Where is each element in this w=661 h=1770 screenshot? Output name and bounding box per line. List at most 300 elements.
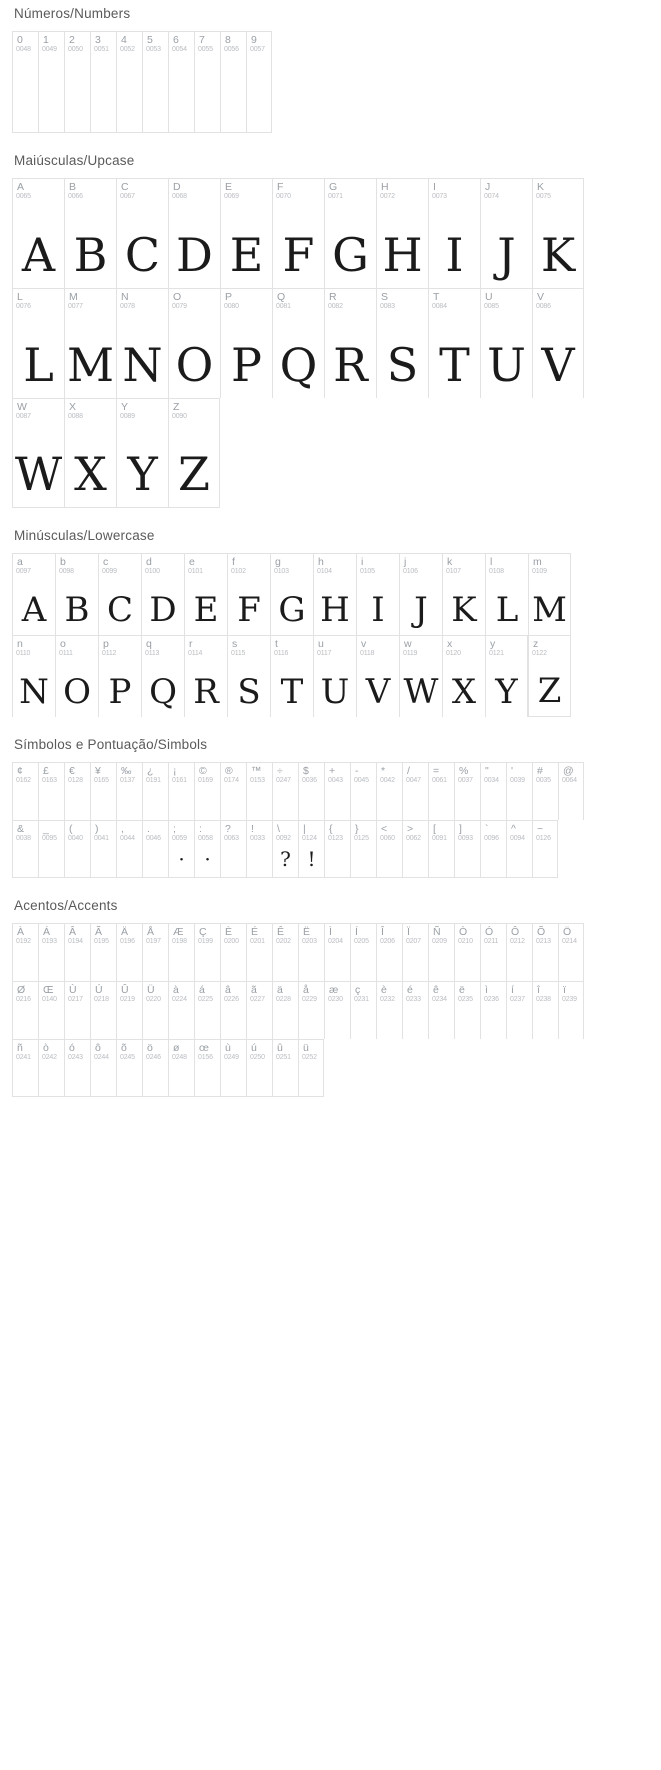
glyph-cell[interactable] xyxy=(168,1039,194,1097)
glyph-render: N xyxy=(19,672,49,712)
glyph-cell[interactable] xyxy=(12,981,38,1039)
glyph-cell[interactable] xyxy=(442,635,485,717)
glyph-char-label: ~ xyxy=(537,823,544,835)
glyph-cell[interactable] xyxy=(116,762,142,820)
glyph-cell[interactable] xyxy=(272,288,324,398)
glyph-cell[interactable] xyxy=(506,923,532,981)
glyph-code-label: 0048 xyxy=(16,46,31,53)
glyph-cell[interactable] xyxy=(402,981,428,1039)
glyph-cell[interactable] xyxy=(142,762,168,820)
glyph-cell[interactable] xyxy=(480,981,506,1039)
glyph-char-label: â xyxy=(225,984,231,996)
glyph-cell[interactable] xyxy=(64,31,90,133)
glyph-cell[interactable] xyxy=(402,820,428,878)
glyph-char-label: ? xyxy=(225,823,231,835)
glyph-code-label: 0244 xyxy=(94,1054,109,1061)
glyph-cell[interactable] xyxy=(485,553,528,635)
glyph-char-label: 8 xyxy=(225,34,231,46)
glyph-char-label: Ô xyxy=(511,926,520,938)
glyph-char-label: Q xyxy=(277,291,286,303)
glyph-cell[interactable] xyxy=(399,553,442,635)
glyph-char-label: + xyxy=(329,765,336,777)
glyph-cell[interactable] xyxy=(220,288,272,398)
glyph-cell[interactable] xyxy=(142,31,168,133)
glyph-char-label: ö xyxy=(147,1042,153,1054)
glyph-cell[interactable] xyxy=(558,981,584,1039)
glyph-cell[interactable] xyxy=(246,1039,272,1097)
glyph-cell[interactable] xyxy=(454,820,480,878)
glyph-cell[interactable] xyxy=(116,398,168,508)
glyph-cell[interactable] xyxy=(184,635,227,717)
glyph-code-label: 0125 xyxy=(354,835,369,842)
glyph-cell[interactable] xyxy=(194,762,220,820)
glyph-grid xyxy=(12,762,649,878)
glyph-cell[interactable] xyxy=(141,635,184,717)
glyph-cell[interactable] xyxy=(270,553,313,635)
glyph-code-label: 0198 xyxy=(172,938,187,945)
glyph-char-label: P xyxy=(225,291,233,303)
glyph-cell[interactable] xyxy=(506,762,532,820)
glyph-code-label: 0057 xyxy=(250,46,265,53)
glyph-code-label: 0120 xyxy=(446,650,461,657)
glyph-char-label: % xyxy=(459,765,469,777)
glyph-cell[interactable] xyxy=(142,1039,168,1097)
glyph-cell[interactable] xyxy=(12,923,38,981)
glyph-char-label: i xyxy=(361,556,364,568)
glyph-cell[interactable] xyxy=(64,288,116,398)
glyph-cell[interactable] xyxy=(220,178,272,288)
glyph-cell[interactable] xyxy=(116,820,142,878)
glyph-code-label: 0086 xyxy=(536,303,551,310)
glyph-cell[interactable] xyxy=(246,820,272,878)
glyph-code-label: 0103 xyxy=(274,568,289,575)
glyph-render: G xyxy=(332,228,369,282)
glyph-cell[interactable] xyxy=(12,820,38,878)
glyph-code-label: 0075 xyxy=(536,193,551,200)
glyph-code-label: 0137 xyxy=(120,777,135,784)
glyph-cell[interactable] xyxy=(64,762,90,820)
glyph-code-label: 0228 xyxy=(276,996,291,1003)
glyph-cell[interactable] xyxy=(480,923,506,981)
glyph-row xyxy=(12,31,272,133)
glyph-code-label: 0209 xyxy=(432,938,447,945)
glyph-cell[interactable] xyxy=(90,820,116,878)
glyph-char-label: æ xyxy=(329,984,339,996)
glyph-cell[interactable] xyxy=(298,762,324,820)
glyph-char-label: U xyxy=(485,291,493,303)
glyph-code-label: 0194 xyxy=(68,938,83,945)
glyph-cell[interactable] xyxy=(350,820,376,878)
glyph-cell[interactable] xyxy=(12,1039,38,1097)
glyph-cell[interactable] xyxy=(402,923,428,981)
glyph-cell[interactable] xyxy=(313,553,356,635)
glyph-cell[interactable] xyxy=(90,923,116,981)
glyph-char-label: B xyxy=(69,181,77,193)
glyph-code-label: 0090 xyxy=(172,413,187,420)
glyph-code-label: 0123 xyxy=(328,835,343,842)
glyph-code-label: 0216 xyxy=(16,996,31,1003)
glyph-cell[interactable] xyxy=(64,1039,90,1097)
glyph-cell[interactable] xyxy=(506,981,532,1039)
glyph-cell[interactable] xyxy=(272,981,298,1039)
section-title: Símbolos e Pontuação/Simbols xyxy=(14,737,208,752)
glyph-code-label: 0108 xyxy=(489,568,504,575)
glyph-cell[interactable] xyxy=(532,762,558,820)
glyph-code-label: 0236 xyxy=(484,996,499,1003)
glyph-cell[interactable] xyxy=(480,820,506,878)
glyph-code-label: 0054 xyxy=(172,46,187,53)
glyph-code-label: 0060 xyxy=(380,835,395,842)
glyph-cell[interactable] xyxy=(246,981,272,1039)
glyph-char-label: b xyxy=(60,556,66,568)
glyph-cell[interactable] xyxy=(194,1039,220,1097)
glyph-cell[interactable] xyxy=(90,1039,116,1097)
glyph-char-label: Ç xyxy=(199,926,207,938)
glyph-render: O xyxy=(175,338,214,392)
glyph-code-label: 0162 xyxy=(16,777,31,784)
glyph-cell[interactable] xyxy=(116,981,142,1039)
glyph-cell[interactable] xyxy=(532,288,584,398)
glyph-cell[interactable] xyxy=(246,923,272,981)
glyph-char-label: } xyxy=(355,823,359,835)
glyph-cell[interactable] xyxy=(532,981,558,1039)
glyph-render: A xyxy=(21,590,47,630)
glyph-code-label: 0045 xyxy=(354,777,369,784)
glyph-code-label: 0169 xyxy=(198,777,213,784)
glyph-char-label: N xyxy=(121,291,129,303)
glyph-char-label: Å xyxy=(147,926,155,938)
glyph-cell[interactable] xyxy=(324,762,350,820)
glyph-code-label: 0229 xyxy=(302,996,317,1003)
glyph-cell[interactable] xyxy=(194,923,220,981)
glyph-cell[interactable] xyxy=(64,178,116,288)
glyph-cell[interactable] xyxy=(532,178,584,288)
glyph-char-label: f xyxy=(232,556,235,568)
glyph-cell[interactable] xyxy=(38,31,64,133)
glyph-cell[interactable] xyxy=(313,635,356,717)
glyph-char-label: M xyxy=(69,291,78,303)
glyph-cell[interactable] xyxy=(532,820,558,878)
glyph-code-label: 0077 xyxy=(68,303,83,310)
glyph-code-label: 0083 xyxy=(380,303,395,310)
glyph-cell[interactable] xyxy=(90,762,116,820)
glyph-cell[interactable] xyxy=(350,923,376,981)
glyph-code-label: 0203 xyxy=(302,938,317,945)
glyph-cell[interactable] xyxy=(116,1039,142,1097)
glyph-cell[interactable] xyxy=(184,553,227,635)
glyph-code-label: 0049 xyxy=(42,46,57,53)
glyph-code-label: 0207 xyxy=(406,938,421,945)
glyph-cell[interactable] xyxy=(220,31,246,133)
glyph-cell[interactable] xyxy=(168,762,194,820)
glyph-grid xyxy=(12,923,649,1097)
glyph-cell[interactable] xyxy=(12,288,64,398)
glyph-code-label: 0110 xyxy=(16,650,31,657)
glyph-cell[interactable] xyxy=(90,31,116,133)
glyph-cell[interactable] xyxy=(168,398,220,508)
section-title: Maiúsculas/Upcase xyxy=(14,153,135,168)
glyph-cell[interactable] xyxy=(38,981,64,1039)
glyph-cell[interactable] xyxy=(38,762,64,820)
glyph-row xyxy=(12,178,584,288)
glyph-cell[interactable] xyxy=(12,762,38,820)
glyph-render: P xyxy=(231,338,262,392)
glyph-char-label: ™ xyxy=(251,765,262,777)
glyph-char-label: 9 xyxy=(251,34,257,46)
glyph-cell[interactable] xyxy=(528,553,571,635)
glyph-cell[interactable] xyxy=(38,923,64,981)
glyph-cell[interactable] xyxy=(246,31,272,133)
glyph-cell[interactable] xyxy=(558,762,584,820)
glyph-cell[interactable] xyxy=(168,31,194,133)
glyph-char-label: ¢ xyxy=(17,765,23,777)
glyph-code-label: 0174 xyxy=(224,777,239,784)
glyph-cell[interactable] xyxy=(116,178,168,288)
glyph-char-label: j xyxy=(404,556,407,568)
glyph-code-label: 0041 xyxy=(94,835,109,842)
glyph-cell[interactable] xyxy=(246,762,272,820)
glyph-cell[interactable] xyxy=(64,923,90,981)
glyph-cell[interactable] xyxy=(480,762,506,820)
sections-root xyxy=(12,0,649,1097)
glyph-render: P xyxy=(108,672,132,712)
glyph-render: F xyxy=(237,590,261,630)
glyph-code-label: 0088 xyxy=(68,413,83,420)
glyph-char-label: _ xyxy=(43,823,49,835)
glyph-char-label: Õ xyxy=(537,926,546,938)
glyph-code-label: 0201 xyxy=(250,938,265,945)
glyph-cell[interactable] xyxy=(376,762,402,820)
glyph-code-label: 0068 xyxy=(172,193,187,200)
glyph-code-label: 0195 xyxy=(94,938,109,945)
glyph-cell[interactable] xyxy=(480,178,532,288)
glyph-code-label: 0058 xyxy=(198,835,213,842)
glyph-cell[interactable] xyxy=(168,288,220,398)
glyph-cell[interactable] xyxy=(220,923,246,981)
glyph-char-label: a xyxy=(17,556,23,568)
glyph-render: M xyxy=(66,338,115,392)
glyph-cell[interactable] xyxy=(298,981,324,1039)
glyph-cell[interactable] xyxy=(324,288,376,398)
glyph-cell[interactable] xyxy=(324,820,350,878)
glyph-code-label: 0062 xyxy=(406,835,421,842)
glyph-char-label: , xyxy=(121,823,124,835)
glyph-code-label: 0072 xyxy=(380,193,395,200)
glyph-char-label: Ò xyxy=(459,926,468,938)
glyph-code-label: 0055 xyxy=(198,46,213,53)
glyph-char-label: 4 xyxy=(121,34,127,46)
glyph-render: B xyxy=(64,590,90,630)
glyph-cell[interactable] xyxy=(141,553,184,635)
glyph-code-label: 0239 xyxy=(562,996,577,1003)
glyph-char-label: e xyxy=(189,556,195,568)
glyph-char-label: Î xyxy=(381,926,384,938)
glyph-cell[interactable] xyxy=(272,762,298,820)
glyph-char-label: ! xyxy=(251,823,254,835)
glyph-cell[interactable] xyxy=(194,820,220,878)
glyph-char-label: Â xyxy=(69,926,77,938)
glyph-cell[interactable] xyxy=(272,178,324,288)
glyph-cell[interactable] xyxy=(428,288,480,398)
glyph-char-label: € xyxy=(69,765,75,777)
glyph-cell[interactable] xyxy=(454,923,480,981)
glyph-cell[interactable] xyxy=(485,635,528,717)
glyph-char-label: \ xyxy=(277,823,280,835)
glyph-cell[interactable] xyxy=(38,1039,64,1097)
glyph-cell[interactable] xyxy=(116,288,168,398)
glyph-cell[interactable] xyxy=(298,820,324,878)
glyph-char-label: ã xyxy=(251,984,257,996)
glyph-cell[interactable] xyxy=(376,288,428,398)
glyph-cell[interactable] xyxy=(116,31,142,133)
glyph-char-label: Ó xyxy=(485,926,494,938)
glyph-char-label: = xyxy=(433,765,440,777)
glyph-cell[interactable] xyxy=(55,553,98,635)
glyph-cell[interactable] xyxy=(356,553,399,635)
glyph-char-label: È xyxy=(225,926,233,938)
glyph-render: O xyxy=(63,672,91,712)
glyph-cell[interactable] xyxy=(324,923,350,981)
glyph-cell[interactable] xyxy=(116,923,142,981)
glyph-cell[interactable] xyxy=(64,981,90,1039)
glyph-cell[interactable] xyxy=(298,1039,324,1097)
glyph-cell[interactable] xyxy=(227,553,270,635)
glyph-cell[interactable] xyxy=(324,178,376,288)
glyph-cell[interactable] xyxy=(142,981,168,1039)
glyph-cell[interactable] xyxy=(428,981,454,1039)
glyph-code-label: 0104 xyxy=(317,568,332,575)
glyph-char-label: ] xyxy=(459,823,462,835)
glyph-cell[interactable] xyxy=(194,981,220,1039)
glyph-cell[interactable] xyxy=(98,553,141,635)
glyph-char-label: l xyxy=(490,556,493,568)
glyph-cell[interactable] xyxy=(399,635,442,717)
glyph-cell[interactable] xyxy=(428,820,454,878)
glyph-cell[interactable] xyxy=(12,178,64,288)
glyph-cell[interactable] xyxy=(168,178,220,288)
glyph-code-label: 0121 xyxy=(489,650,504,657)
glyph-cell[interactable] xyxy=(272,1039,298,1097)
glyph-code-label: 0224 xyxy=(172,996,187,1003)
glyph-render: L xyxy=(495,590,519,630)
glyph-cell[interactable] xyxy=(350,981,376,1039)
glyph-cell[interactable] xyxy=(402,762,428,820)
glyph-cell[interactable] xyxy=(220,762,246,820)
glyph-cell[interactable] xyxy=(376,178,428,288)
glyph-char-label: õ xyxy=(121,1042,127,1054)
glyph-cell[interactable] xyxy=(454,762,480,820)
glyph-cell[interactable] xyxy=(376,820,402,878)
glyph-char-label: É xyxy=(251,926,259,938)
glyph-code-label: 0114 xyxy=(188,650,203,657)
glyph-cell[interactable] xyxy=(64,820,90,878)
glyph-char-label: ( xyxy=(69,823,73,835)
glyph-row xyxy=(12,923,584,981)
glyph-cell[interactable] xyxy=(428,762,454,820)
glyph-cell[interactable] xyxy=(90,981,116,1039)
glyph-cell[interactable] xyxy=(454,981,480,1039)
glyph-code-label: 0087 xyxy=(16,413,31,420)
glyph-char-label: Ã xyxy=(95,926,103,938)
glyph-code-label: 0063 xyxy=(224,835,239,842)
glyph-cell[interactable] xyxy=(227,635,270,717)
glyph-render: E xyxy=(229,228,264,282)
glyph-code-label: 0197 xyxy=(146,938,161,945)
glyph-cell[interactable] xyxy=(356,635,399,717)
glyph-cell[interactable] xyxy=(376,923,402,981)
glyph-render: V xyxy=(365,672,391,712)
glyph-cell[interactable] xyxy=(376,981,402,1039)
glyph-code-label: 0071 xyxy=(328,193,343,200)
glyph-code-label: 0080 xyxy=(224,303,239,310)
glyph-cell[interactable] xyxy=(324,981,350,1039)
glyph-cell[interactable] xyxy=(506,820,532,878)
glyph-cell[interactable] xyxy=(55,635,98,717)
glyph-cell[interactable] xyxy=(12,398,64,508)
glyph-cell[interactable] xyxy=(220,1039,246,1097)
glyph-char-label: À xyxy=(17,926,25,938)
glyph-char-label: $ xyxy=(303,765,309,777)
glyph-cell[interactable] xyxy=(142,923,168,981)
glyph-cell[interactable] xyxy=(480,288,532,398)
glyph-cell[interactable] xyxy=(428,178,480,288)
glyph-char-label: Ë xyxy=(303,926,311,938)
glyph-char-label: ' xyxy=(511,765,514,777)
glyph-cell[interactable] xyxy=(12,553,55,635)
glyph-cell[interactable] xyxy=(532,923,558,981)
glyph-cell[interactable] xyxy=(558,923,584,981)
glyph-char-label: " xyxy=(485,765,489,777)
glyph-render: T xyxy=(280,672,304,712)
glyph-cell[interactable] xyxy=(220,820,246,878)
glyph-char-label: { xyxy=(329,823,333,835)
glyph-cell[interactable] xyxy=(272,820,298,878)
glyph-cell[interactable] xyxy=(98,635,141,717)
glyph-cell[interactable] xyxy=(194,31,220,133)
glyph-cell[interactable] xyxy=(12,31,38,133)
glyph-render: Y xyxy=(127,447,158,501)
glyph-cell[interactable] xyxy=(298,923,324,981)
glyph-cell[interactable] xyxy=(220,981,246,1039)
glyph-cell[interactable] xyxy=(168,981,194,1039)
glyph-char-label: t xyxy=(275,638,278,650)
glyph-render: S xyxy=(237,672,261,712)
glyph-cell[interactable] xyxy=(142,820,168,878)
glyph-code-label: 0118 xyxy=(360,650,375,657)
glyph-cell[interactable] xyxy=(350,762,376,820)
glyph-cell[interactable] xyxy=(168,820,194,878)
glyph-code-label: 0192 xyxy=(16,938,31,945)
glyph-char-label: ¥ xyxy=(95,765,101,777)
glyph-code-label: 0065 xyxy=(16,193,31,200)
glyph-cell[interactable] xyxy=(12,635,55,717)
glyph-cell[interactable] xyxy=(272,923,298,981)
glyph-code-label: 0128 xyxy=(68,777,83,784)
glyph-cell[interactable] xyxy=(428,923,454,981)
glyph-char-label: ‰ xyxy=(121,765,132,777)
glyph-render: J xyxy=(497,228,516,282)
glyph-cell[interactable] xyxy=(528,635,571,717)
glyph-cell[interactable] xyxy=(442,553,485,635)
glyph-cell[interactable] xyxy=(64,398,116,508)
glyph-cell[interactable] xyxy=(38,820,64,878)
glyph-render: ? xyxy=(280,847,291,871)
glyph-char-label: Í xyxy=(355,926,358,938)
glyph-cell[interactable] xyxy=(168,923,194,981)
glyph-code-label: 0037 xyxy=(458,777,473,784)
glyph-code-label: 0122 xyxy=(532,650,547,657)
glyph-cell[interactable] xyxy=(270,635,313,717)
